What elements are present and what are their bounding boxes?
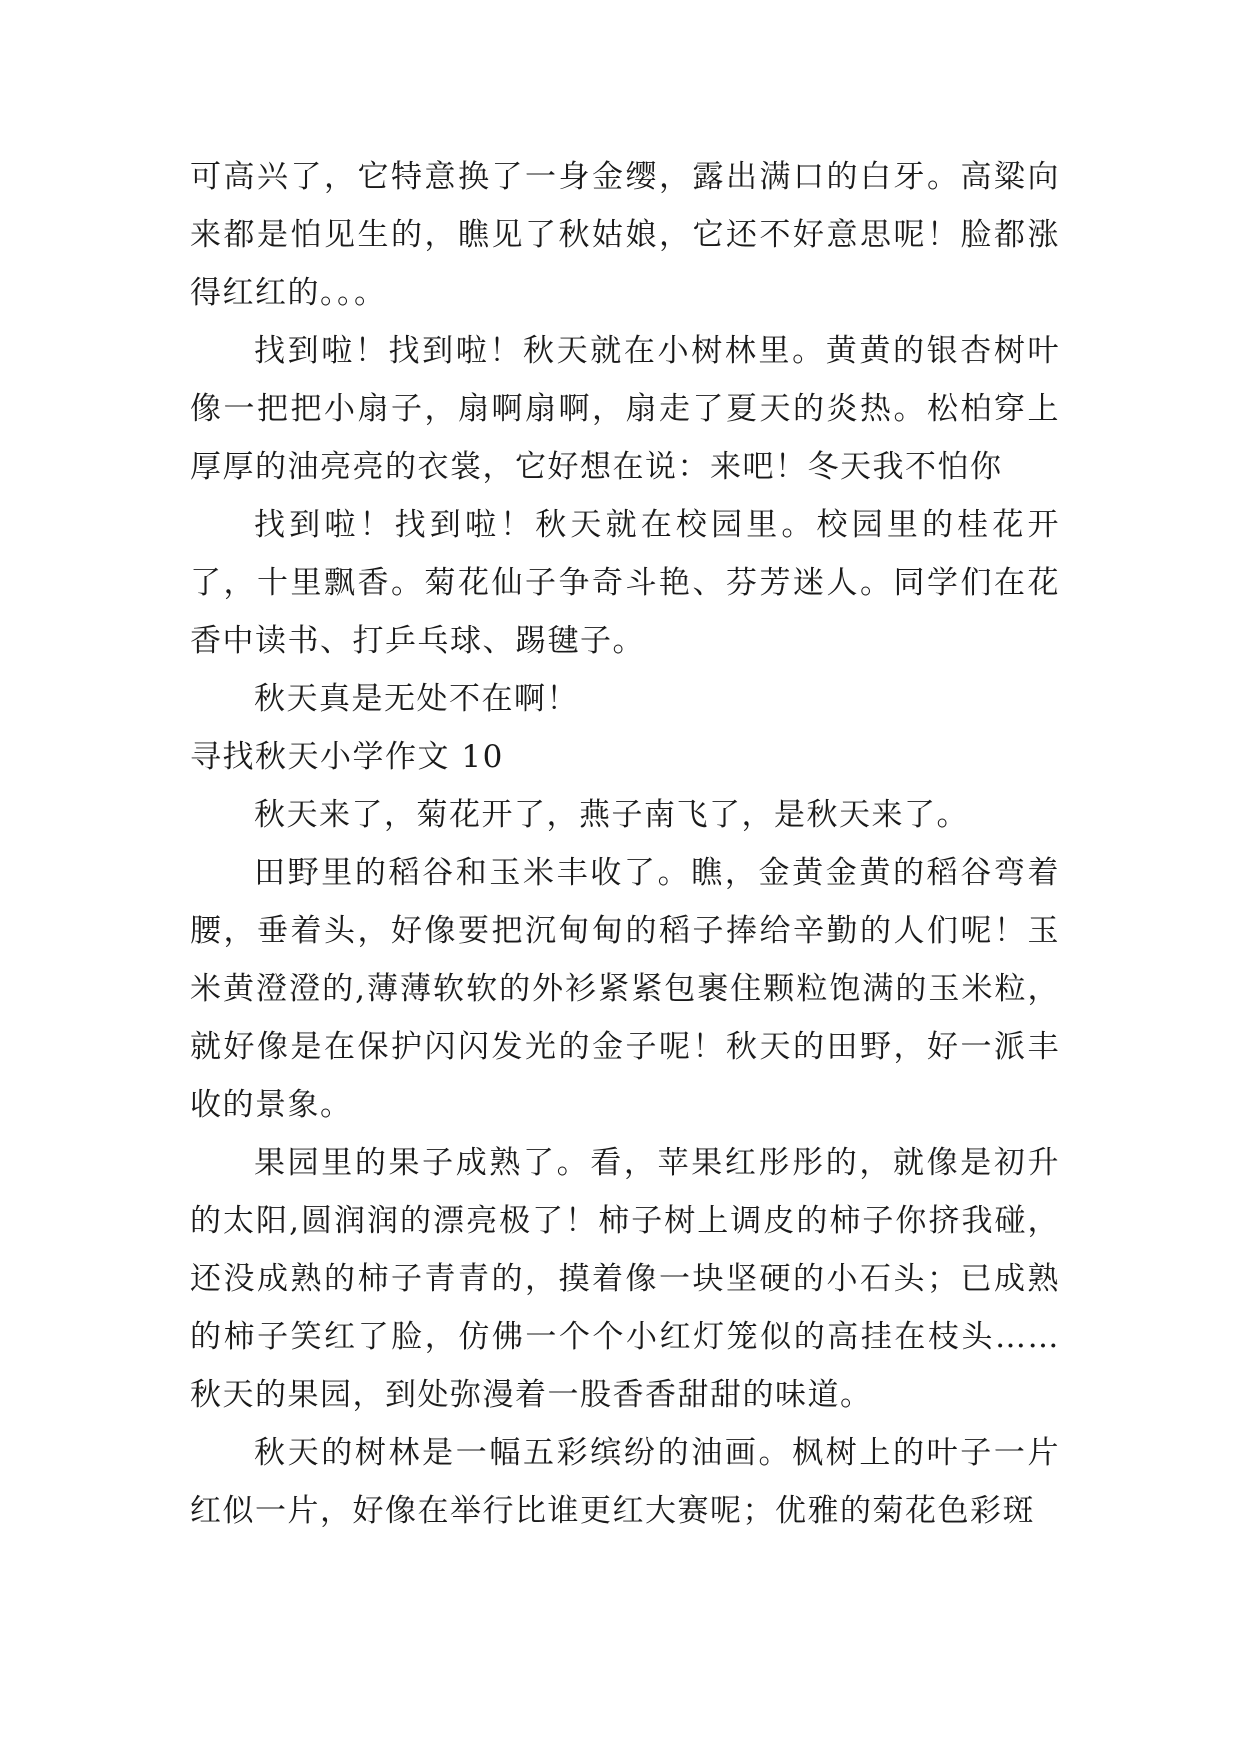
paragraph: 秋天的树林是一幅五彩缤纷的油画。枫树上的叶子一片红似一片，好像在举行比谁更红大赛呢；优雅的菊花色彩斑 bbox=[190, 1435, 1060, 1529]
section-title: 寻找秋天小学作文 10 bbox=[190, 739, 504, 775]
essay-body bbox=[190, 148, 1060, 1540]
paragraph: 秋天真是无处不在啊！ bbox=[254, 681, 579, 717]
paragraph: 找到啦！找到啦！秋天就在小树林里。黄黄的银杏树叶像一把把小扇子，扇啊扇啊，扇走了夏天的炎热。松柏穿上厚厚的油亮亮的衣裳，它好想在说：来吧！冬天我不怕你 bbox=[190, 333, 1060, 485]
paragraph: 找到啦！找到啦！秋天就在校园里。校园里的桂花开了，十里飘香。菊花仙子争奇斗艳、芬芳迷人。同学们在花香中读书、打乒乓球、踢毽子。 bbox=[190, 507, 1060, 659]
paragraph: 田野里的稻谷和玉米丰收了。瞧，金黄金黄的稻谷弯着腰，垂着头，好像要把沉甸甸的稻子捧给辛勤的人们呢！玉米黄澄澄的,薄薄软软的外衫紧紧包裹住颗粒饱满的玉米粒，就好像是在保护闪闪发光的金子呢！秋天的田野，好一派丰收的景象。 bbox=[190, 855, 1060, 1123]
paragraph: 果园里的果子成熟了。看，苹果红彤彤的，就像是初升的太阳,圆润润的漂亮极了！柿子树上调皮的柿子你挤我碰，还没成熟的柿子青青的，摸着像一块坚硬的小石头；已成熟的柿子笑红了脸，仿佛一个个小红灯笼似的高挂在枝头……秋天的果园，到处弥漫着一股香香甜甜的味道。 bbox=[190, 1145, 1060, 1413]
paragraph: 可高兴了，它特意换了一身金缨，露出满口的白牙。高粱向来都是怕见生的，瞧见了秋姑娘，它还不好意思呢！脸都涨得红红的。。。 bbox=[190, 159, 1060, 311]
paragraph: 秋天来了，菊花开了，燕子南飞了，是秋天来了。 bbox=[254, 797, 969, 833]
